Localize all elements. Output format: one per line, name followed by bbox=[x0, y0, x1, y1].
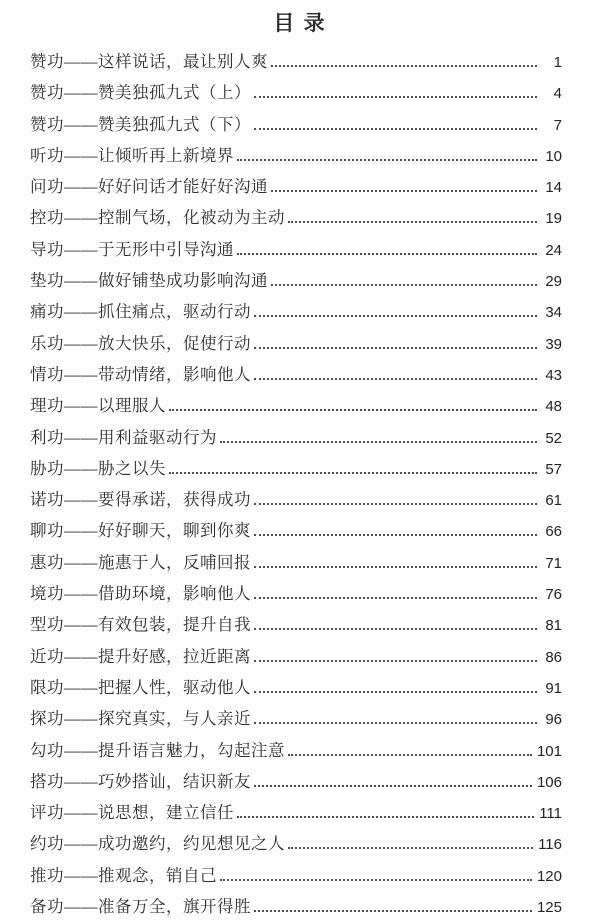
toc-entry[interactable] bbox=[30, 296, 562, 327]
dot-leader bbox=[237, 159, 537, 161]
toc-entry-page: 39 bbox=[545, 335, 562, 353]
dot-leader bbox=[288, 847, 533, 849]
toc-entry-label: 利功——用利益驱动行为 bbox=[30, 427, 217, 447]
dot-leader bbox=[271, 190, 537, 192]
toc-entry-page: 24 bbox=[545, 241, 562, 259]
dot-leader bbox=[169, 409, 537, 411]
toc-entry[interactable] bbox=[30, 672, 562, 703]
toc-entry-label: 问功——好好问话才能好好沟通 bbox=[30, 177, 268, 197]
toc-entry-page: 43 bbox=[545, 366, 562, 384]
dot-leader bbox=[220, 879, 532, 881]
toc-entry-label: 约功——成功邀约，约见想见之人 bbox=[30, 834, 285, 854]
toc-entry-label: 胁功——胁之以失 bbox=[30, 458, 166, 478]
toc-entry-page: 116 bbox=[538, 836, 562, 854]
toc-entry[interactable] bbox=[30, 109, 562, 140]
toc-entry[interactable] bbox=[30, 609, 562, 640]
dot-leader bbox=[254, 128, 537, 130]
page-title: 目 录 bbox=[273, 11, 327, 35]
toc-entry-page: 106 bbox=[536, 773, 562, 791]
dot-leader bbox=[254, 785, 532, 787]
toc-entry[interactable] bbox=[30, 140, 562, 171]
toc-entry-page: 76 bbox=[545, 586, 562, 604]
toc-entry-label: 控功——控制气场，化被动为主动 bbox=[30, 208, 285, 228]
dot-leader bbox=[254, 722, 537, 724]
toc-entry-label: 惠功——施惠于人，反哺回报 bbox=[30, 552, 251, 572]
toc-entry[interactable] bbox=[30, 422, 562, 453]
toc-entry[interactable] bbox=[30, 484, 562, 515]
toc-entry-page: 52 bbox=[545, 429, 562, 447]
toc-entry-page: 101 bbox=[536, 742, 562, 760]
dot-leader bbox=[254, 534, 537, 536]
dot-leader bbox=[288, 221, 537, 223]
toc-entry[interactable] bbox=[30, 797, 562, 828]
toc-entry-label: 赞功——这样说话，最让别人爽 bbox=[30, 52, 268, 71]
toc-entry-page: 96 bbox=[545, 711, 562, 729]
toc-entry-label: 情功——带动情绪，影响他人 bbox=[30, 364, 251, 384]
toc-entry-page: 10 bbox=[545, 147, 562, 165]
toc-entry-label: 垫功——做好铺垫成功影响沟通 bbox=[30, 271, 268, 291]
toc-entry[interactable] bbox=[30, 265, 562, 296]
toc-entry-label: 探功——探究真实，与人亲近 bbox=[30, 709, 251, 729]
toc-entry[interactable] bbox=[30, 46, 562, 77]
toc-entry-page: 125 bbox=[536, 899, 562, 917]
toc-entry-page: 86 bbox=[545, 648, 562, 666]
toc-entry-page: 120 bbox=[536, 867, 562, 885]
toc-entry-label: 境功——借助环境，影响他人 bbox=[30, 584, 251, 604]
toc-entry[interactable] bbox=[30, 328, 562, 359]
toc-entry-page: 48 bbox=[545, 398, 562, 416]
dot-leader bbox=[220, 441, 537, 443]
dot-leader bbox=[254, 566, 537, 568]
toc-entry[interactable] bbox=[30, 828, 562, 859]
dot-leader bbox=[271, 284, 537, 286]
toc-entry-label: 乐功——放大快乐，促使行动 bbox=[30, 333, 251, 353]
toc-entry[interactable] bbox=[30, 860, 562, 891]
toc-entry[interactable] bbox=[30, 703, 562, 734]
toc-entry[interactable] bbox=[30, 735, 562, 766]
toc-entry-page: 111 bbox=[539, 805, 562, 823]
dot-leader bbox=[271, 65, 537, 67]
dot-leader bbox=[254, 691, 537, 693]
toc-entry-label: 备功——准备万全，旗开得胜 bbox=[30, 897, 251, 917]
toc-entry-label: 听功——让倾听再上新境界 bbox=[30, 145, 234, 165]
dot-leader bbox=[254, 628, 537, 630]
toc-entry-page: 71 bbox=[545, 554, 562, 572]
dot-leader bbox=[169, 472, 537, 474]
toc-entry[interactable] bbox=[30, 202, 562, 233]
dot-leader bbox=[288, 754, 532, 756]
toc-entry-label: 近功——提升好感，拉近距离 bbox=[30, 646, 251, 666]
toc-entry[interactable] bbox=[30, 234, 562, 265]
toc-entry-label: 赞功——赞美独孤九式（上） bbox=[30, 83, 251, 103]
toc-entry-label: 理功——以理服人 bbox=[30, 396, 166, 416]
toc-entry-label: 聊功——好好聊天，聊到你爽 bbox=[30, 521, 251, 541]
toc-entry-page: 4 bbox=[553, 85, 562, 103]
toc-entry[interactable] bbox=[30, 171, 562, 202]
toc-entry[interactable] bbox=[30, 641, 562, 672]
toc-entry-page: 19 bbox=[545, 210, 562, 228]
toc-entry-label: 限功——把握人性，驱动他人 bbox=[30, 677, 251, 697]
toc-entry-page: 91 bbox=[545, 679, 562, 697]
toc-entry-page: 57 bbox=[545, 460, 562, 478]
dot-leader bbox=[254, 910, 532, 912]
toc-entry-page: 34 bbox=[545, 304, 562, 322]
toc-entry[interactable] bbox=[30, 390, 562, 421]
toc-entry-page: 1 bbox=[553, 54, 562, 71]
toc-entry-label: 痛功——抓住痛点，驱动行动 bbox=[30, 302, 251, 322]
toc-entry-label: 评功——说思想，建立信任 bbox=[30, 803, 234, 823]
toc-entry[interactable] bbox=[30, 578, 562, 609]
toc-entry-page: 81 bbox=[545, 617, 562, 635]
toc-entry-page: 14 bbox=[545, 179, 562, 197]
toc-entry-label: 推功——推观念，销自己 bbox=[30, 865, 217, 885]
toc-entry-label: 型功——有效包装，提升自我 bbox=[30, 615, 251, 635]
toc-entry-label: 搭功——巧妙搭讪，结识新友 bbox=[30, 771, 251, 791]
toc-entry-label: 赞功——赞美独孤九式（下） bbox=[30, 114, 251, 134]
toc-entry[interactable] bbox=[30, 515, 562, 546]
toc-entry-label: 勾功——提升语言魅力，勾起注意 bbox=[30, 740, 285, 760]
dot-leader bbox=[254, 597, 537, 599]
toc-entry-page: 66 bbox=[545, 523, 562, 541]
dot-leader bbox=[254, 96, 537, 98]
toc-entry-label: 导功——于无形中引导沟通 bbox=[30, 239, 234, 259]
dot-leader bbox=[254, 315, 537, 317]
dot-leader bbox=[254, 660, 537, 662]
dot-leader bbox=[254, 503, 537, 505]
toc-entry-label: 诺功——要得承诺，获得成功 bbox=[30, 490, 251, 510]
toc-entry[interactable] bbox=[30, 77, 562, 108]
toc-entry-page: 61 bbox=[545, 492, 562, 510]
dot-leader bbox=[254, 378, 537, 380]
toc-entry[interactable] bbox=[30, 766, 562, 797]
toc-entry-page: 7 bbox=[553, 116, 562, 134]
dot-leader bbox=[237, 253, 537, 255]
toc-entry-page: 29 bbox=[545, 273, 562, 291]
toc-entry[interactable] bbox=[30, 453, 562, 484]
toc-entry[interactable] bbox=[30, 547, 562, 578]
dot-leader bbox=[254, 347, 537, 349]
toc-entry[interactable] bbox=[30, 891, 562, 921]
toc-entry[interactable] bbox=[30, 359, 562, 390]
dot-leader bbox=[237, 816, 534, 818]
toc-list bbox=[30, 46, 562, 921]
